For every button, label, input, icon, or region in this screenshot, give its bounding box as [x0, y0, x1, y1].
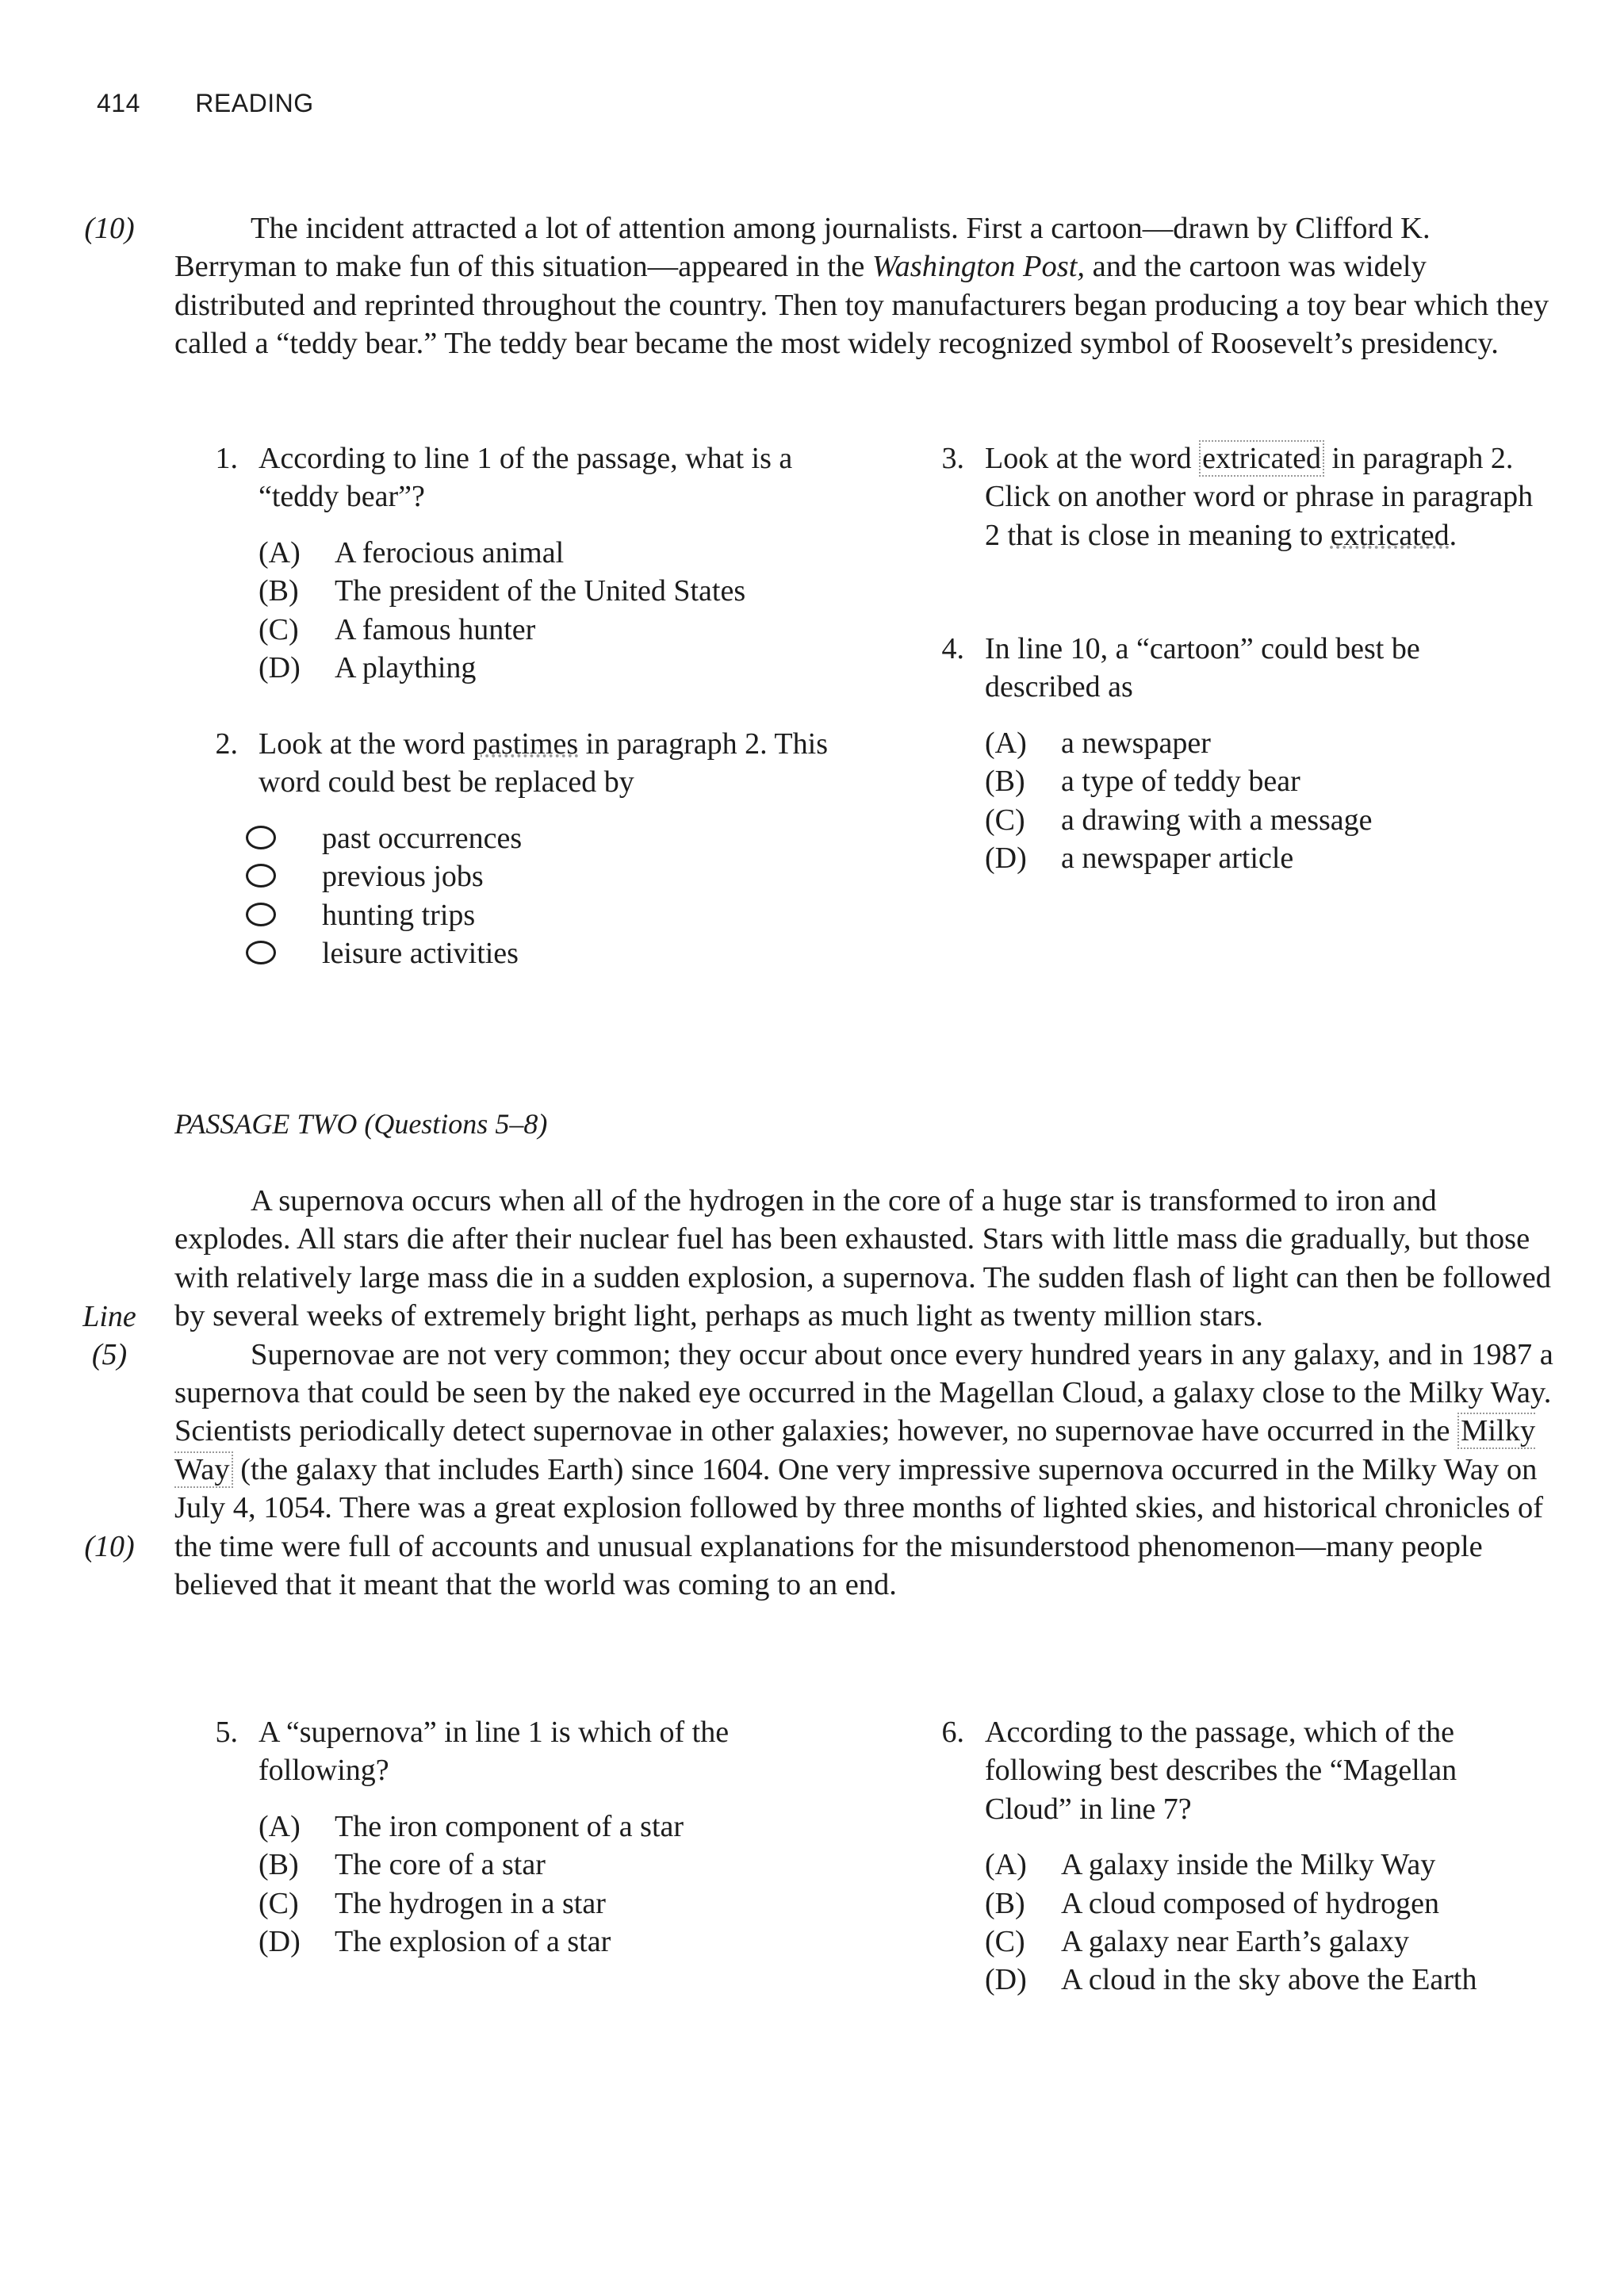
passage-one-paragraph: [174, 209, 1554, 363]
highlighted-phrase[interactable]: Milky Way: [174, 1414, 1536, 1486]
answer-option-b[interactable]: [985, 1884, 1538, 1923]
answer-option-a[interactable]: [985, 1846, 1538, 1884]
option-letter: (B): [259, 574, 299, 608]
answer-option-b[interactable]: [985, 762, 1538, 800]
option-letter: (C): [985, 1925, 1025, 1958]
answer-option-b[interactable]: [259, 1846, 844, 1884]
option-letter: (A): [259, 1809, 301, 1843]
question-stem: According to line 1 of the passage, what is a “teddy bear”?: [259, 442, 793, 514]
option-text: hunting trips: [322, 898, 476, 932]
option-text: past occurrences: [322, 821, 523, 855]
option-text: A ferocious animal: [335, 535, 565, 569]
passage-two-body: [174, 1182, 1554, 1604]
target-word: extricated: [1330, 518, 1450, 552]
radio-bubble-icon[interactable]: [246, 903, 276, 926]
answer-option-a[interactable]: [259, 534, 844, 572]
answer-option-4[interactable]: [246, 934, 844, 972]
option-text: leisure activities: [322, 936, 519, 970]
option-letter: (A): [985, 1848, 1027, 1882]
option-letter: (C): [259, 1886, 299, 1920]
option-letter: (C): [259, 612, 299, 646]
question-1: [193, 439, 844, 687]
option-letter: (B): [985, 765, 1025, 799]
option-letter: (D): [985, 1963, 1027, 1997]
answer-option-d[interactable]: [985, 839, 1538, 877]
question-number: 4.: [941, 632, 964, 665]
option-text: a newspaper article: [1061, 841, 1294, 875]
answer-option-b[interactable]: [259, 572, 844, 610]
answer-option-c[interactable]: [985, 1923, 1538, 1961]
answer-option-d[interactable]: [259, 1923, 844, 1961]
option-letter: (B): [985, 1886, 1025, 1920]
line-marker-line: Line: [82, 1300, 136, 1333]
answer-option-a[interactable]: [259, 1808, 844, 1846]
line-marker-5: (5): [91, 1338, 128, 1371]
answer-option-c[interactable]: [985, 801, 1538, 839]
stem-text: in paragraph 2. This word could best be replaced by: [259, 727, 828, 799]
passage-two-paragraph-2: [174, 1336, 1554, 1605]
radio-bubble-icon[interactable]: [246, 826, 276, 849]
passage-two-title: PASSAGE TWO (Questions 5–8): [174, 1108, 548, 1140]
paragraph-text: (the galaxy that includes Earth) since 1604. One very impressive supernova occurred in the Milky Way on July 4, 1054. There was a great explosion followed by three months of lighted skies, and historical chronicles of the time were full of accounts and unusual explanations for the misunderstood phenomenon—many people believed that it meant that the world was coming to an end.: [174, 1452, 1544, 1602]
question-number: 1.: [215, 442, 238, 475]
option-text: The iron component of a star: [335, 1809, 684, 1843]
section-title: READING: [195, 89, 314, 117]
option-letter: (D): [259, 650, 301, 684]
question-6: [920, 1713, 1538, 2000]
answer-option-2[interactable]: [246, 857, 844, 895]
passage-two-paragraph-1: A supernova occurs when all of the hydrogen in the core of a huge star is transformed to iron and explodes. All stars die after their nuclear fuel has been exhausted. Stars with little mass die gradually, but those with relatively large mass die in a sudden explosion, a supernova. The sudden flash of light can then be followed by several weeks of extremely bright light, perhaps as much light as twenty million stars.: [174, 1184, 1551, 1333]
paragraph-text: Supernovae are not very common; they occur about once every hundred years in any galaxy, and in 1987 a supernova that could be seen by the naked eye occurred in the Magellan Cloud, a galaxy close to the Milky Way. Scientists periodically detect supernovae in other galaxies; however, no supernovae have occurred in the: [174, 1337, 1553, 1448]
question-number: 5.: [215, 1716, 238, 1749]
answer-option-d[interactable]: [985, 1961, 1538, 1999]
option-text: The core of a star: [335, 1848, 546, 1882]
highlighted-word[interactable]: extricated: [1199, 440, 1324, 477]
option-letter: (D): [259, 1924, 301, 1958]
question-3: [920, 439, 1538, 554]
question-2: [193, 725, 844, 972]
line-marker-10: (10): [84, 1530, 135, 1563]
option-text: A galaxy inside the Milky Way: [1061, 1848, 1436, 1882]
answer-option-c[interactable]: [259, 611, 844, 649]
option-letter: (A): [985, 726, 1027, 760]
question-5: [193, 1713, 844, 1961]
question-number: 6.: [941, 1716, 964, 1749]
question-4: [920, 630, 1538, 877]
line-marker-10: (10): [84, 212, 135, 245]
option-letter: (C): [985, 803, 1025, 837]
option-letter: (B): [259, 1848, 299, 1882]
question-stem: A “supernova” in line 1 is which of the following?: [259, 1716, 730, 1788]
option-text: a newspaper: [1061, 726, 1211, 760]
answer-option-a[interactable]: [985, 724, 1538, 762]
page-number: 414: [97, 89, 140, 117]
option-letter: (A): [259, 535, 301, 569]
option-text: A cloud composed of hydrogen: [1061, 1886, 1440, 1920]
stem-text: Look at the word: [985, 442, 1200, 475]
option-letter: (D): [985, 841, 1027, 875]
target-word: pastimes: [473, 727, 579, 761]
option-text: A galaxy near Earth’s galaxy: [1061, 1925, 1409, 1958]
question-stem: In line 10, a “cartoon” could best be described as: [985, 632, 1420, 704]
stem-text: in paragraph 2. Click on another word or phrase in paragraph 2 that is close in meaning to: [985, 442, 1534, 552]
paragraph-text: The incident attracted a lot of attention among journalists. First a cartoon—drawn by Clifford K. Berryman to make fun of this situation—appeared in the: [174, 212, 1431, 284]
answer-option-3[interactable]: [246, 896, 844, 934]
option-text: The explosion of a star: [335, 1924, 611, 1958]
answer-option-1[interactable]: [246, 819, 844, 857]
radio-bubble-icon[interactable]: [246, 864, 276, 888]
answer-option-c[interactable]: [259, 1884, 844, 1923]
paragraph-text: and the cartoon was widely distributed and reprinted throughout the country. Then toy manufacturers began producing a toy bear which they called a “teddy bear.” The teddy bear became the most widely recognized symbol of Roosevelt’s presidency.: [174, 250, 1549, 361]
option-text: The hydrogen in a star: [335, 1886, 606, 1920]
page-header: [97, 89, 314, 118]
question-number: 2.: [215, 727, 238, 761]
option-text: previous jobs: [322, 860, 484, 894]
stem-text: Look at the word: [259, 727, 473, 761]
question-stem: [259, 725, 844, 802]
option-text: A cloud in the sky above the Earth: [1061, 1963, 1477, 1997]
option-text: The president of the United States: [335, 574, 746, 608]
option-text: A famous hunter: [335, 612, 536, 646]
option-text: A plaything: [335, 650, 477, 684]
question-number: 3.: [941, 442, 964, 475]
newspaper-title: Washington Post,: [871, 250, 1086, 284]
answer-option-d[interactable]: [259, 649, 844, 687]
option-text: a drawing with a message: [1061, 803, 1373, 837]
option-text: a type of teddy bear: [1061, 765, 1300, 799]
stem-text: .: [1449, 518, 1457, 552]
question-stem: According to the passage, which of the following best describes the “Magellan Cloud” in line 7?: [985, 1716, 1457, 1826]
question-stem: [985, 439, 1538, 554]
radio-bubble-icon[interactable]: [246, 941, 276, 964]
